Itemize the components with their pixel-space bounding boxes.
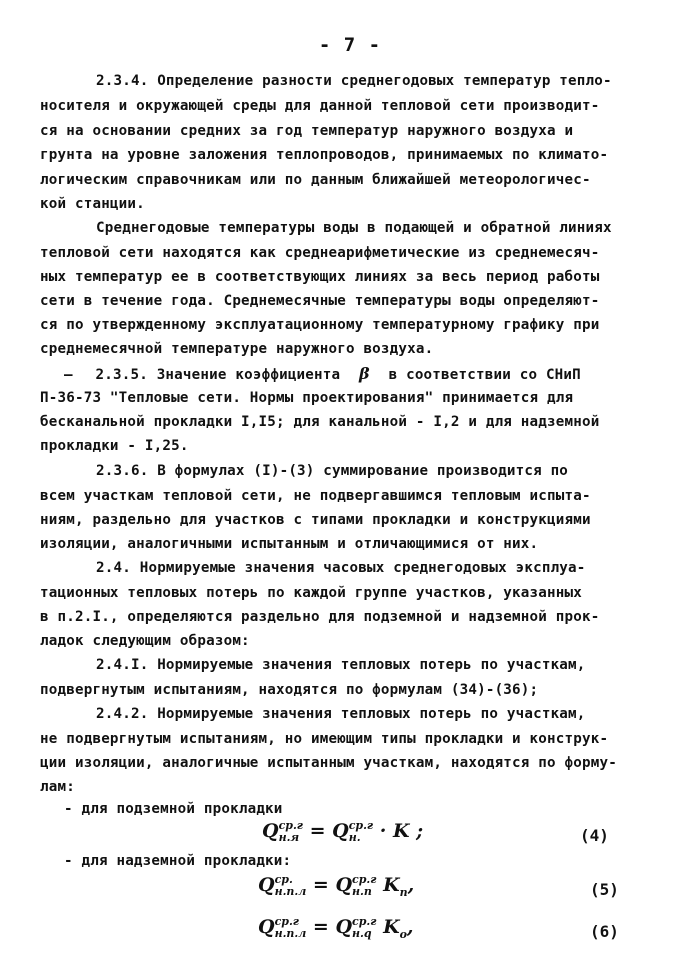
text-line: ции изоляции, аналогичные испытанным участкам, находятся по форму- bbox=[40, 755, 617, 771]
text-line: 2.3.6. В формулах (I)-(3) суммирование производится по bbox=[96, 463, 569, 479]
text-line: носителя и окружающей среды для данной тепловой сети производит- bbox=[40, 98, 600, 114]
text-line: кой станции. bbox=[40, 196, 145, 212]
text-line: ниям, раздельно для участков с типами прокладки и конструкциями bbox=[40, 512, 591, 528]
text-line: тационных тепловых потерь по каждой группе участков, указанных bbox=[40, 585, 582, 601]
formula-5: Q ср. н.п.л = Q ср.г н.п $K_п$, bbox=[258, 873, 415, 899]
formula-6: Q ср.г н.п.л = Q ср.г н.q $K_о$, bbox=[258, 915, 414, 941]
text-line: лам: bbox=[40, 779, 75, 795]
text-line: 2.4.I. Нормируемые значения тепловых потерь по участкам, bbox=[96, 657, 586, 673]
text-line: тепловой сети находятся как среднеарифметические из среднемесяч- bbox=[40, 245, 600, 261]
text-line: — 2.3.5. Значение коэффициента β в соответствии со СНиП bbox=[64, 364, 581, 383]
text-line: ся на основании средних за год температур наружного воздуха и bbox=[40, 123, 574, 139]
equation-number: (4) bbox=[580, 826, 609, 845]
text-line: прокладки - I,25. bbox=[40, 438, 189, 454]
text-line: 2.3.4. Определение разности среднегодовых температур тепло- bbox=[96, 73, 612, 89]
equation-number: (5) bbox=[590, 880, 619, 899]
text-line: в п.2.I., определяются раздельно для подземной и надземной прок- bbox=[40, 609, 600, 625]
text-line: бесканальной прокладки I,I5; для канальной - I,2 и для надземной bbox=[40, 414, 600, 430]
text-line: ладок следующим образом: bbox=[40, 633, 250, 649]
margin-dash: — bbox=[64, 367, 73, 383]
page-number: - 7 - bbox=[318, 34, 382, 56]
text-line: подвергнутым испытаниям, находятся по формулам (34)-(36); bbox=[40, 682, 539, 698]
formula-4: Q ср.г н.я = Q ср.г н. · K ; bbox=[262, 819, 424, 844]
text-line: П-36-73 "Тепловые сети. Нормы проектирования" принимается для bbox=[40, 390, 574, 406]
text-line: сети в течение года. Среднемесячные температуры воды определяют- bbox=[40, 293, 600, 309]
text-line: изоляции, аналогичными испытанным и отличающимися от них. bbox=[40, 536, 539, 552]
text-line: всем участкам тепловой сети, не подвергавшимся тепловым испыта- bbox=[40, 488, 591, 504]
overground-label: - для надземной прокладки: bbox=[64, 853, 292, 869]
equation-number: (6) bbox=[590, 922, 619, 941]
beta-symbol: β bbox=[359, 364, 370, 383]
text-line: Среднегодовые температуры воды в подающей и обратной линиях bbox=[96, 220, 612, 236]
text-line: 2.4.2. Нормируемые значения тепловых потерь по участкам, bbox=[96, 706, 586, 722]
text-line: 2.4. Нормируемые значения часовых среднегодовых эксплуа- bbox=[96, 560, 586, 576]
text-line: среднемесячной температуре наружного воздуха. bbox=[40, 341, 434, 357]
text-line: логическим справочникам или по данным ближайшей метеорологичес- bbox=[40, 172, 591, 188]
underground-label: - для подземной прокладки bbox=[64, 801, 283, 817]
text-line: не подвергнутым испытаниям, но имеющим типы прокладки и конструк- bbox=[40, 731, 609, 747]
text-line: ных температур ее в соответствующих линиях за весь период работы bbox=[40, 269, 600, 285]
text-line: ся по утвержденному эксплуатационному температурному графику при bbox=[40, 317, 600, 333]
text-line: грунта на уровне заложения теплопроводов, принимаемых по климато- bbox=[40, 147, 609, 163]
